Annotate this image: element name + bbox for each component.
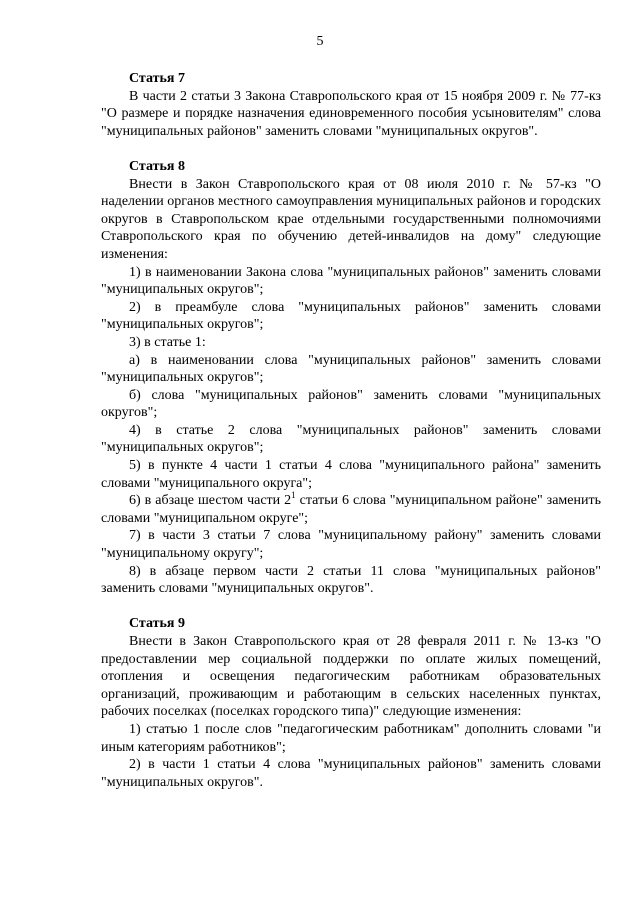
list-item: 8) в абзаце первом части 2 статьи 11 слова "муниципальных районов" заменить словами "муниципальных округов".: [101, 563, 601, 597]
article-heading: Статья 8: [129, 158, 185, 174]
article-8: [101, 158, 601, 598]
list-item: 2) в части 1 статьи 4 слова "муниципальных районов" заменить словами "муниципальных округов".: [101, 757, 601, 790]
list-item: 7) в части 3 статьи 7 слова "муниципальному району" заменить словами "муниципальному округу";: [101, 528, 601, 562]
document-body: [101, 70, 601, 791]
article-9: [101, 615, 601, 791]
article-paragraph: Внести в Закон Ставропольского края от 28 февраля 2011 г. № 13-кз "О предоставлении мер социальной поддержки по оплате жилых помещений, отопления и освещения педагогическим работникам образовательных организаций, проживающим и работающим в сельских населенных пунктах, рабочих поселках (поселках городского типа)" следующие изменения:: [101, 634, 601, 720]
article-paragraph: Внести в Закон Ставропольского края от 08 июля 2010 г. № 57-кз "О наделении органов местного самоуправления муниципальных районов и городских округов в Ставропольском крае отдельными государственными полномочиями Ставропольского края по обучению детей-инвалидов на дому" следующие изменения:: [101, 176, 601, 262]
list-subitem: а) в наименовании слова "муниципальных районов" заменить словами "муниципальных округов";: [101, 352, 601, 386]
superscript: 1: [291, 489, 296, 500]
list-item: 4) в статье 2 слова "муниципальных районов" заменить словами "муниципальных округов";: [101, 422, 601, 456]
article-heading: Статья 7: [129, 71, 185, 86]
article-paragraph: В части 2 статьи 3 Закона Ставропольского края от 15 ноября 2009 г. № 77-кз "О размере и порядке назначения единовременного пособия усыновителям" слова "муниципальных районов" заменить словами "муниципальных округов".: [101, 88, 601, 139]
list-item: 5) в пункте 4 части 1 статьи 4 слова "муниципального района" заменить словами "муниципального округа";: [101, 458, 601, 491]
list-item: 2) в преамбуле слова "муниципальных районов" заменить словами "муниципальных округов";: [101, 299, 601, 333]
list-subitem: б) слова "муниципальных районов" заменить словами "муниципальных округов";: [101, 387, 601, 421]
list-item: 1) статью 1 после слов "педагогическим работникам" дополнить словами "и иным категориям работников";: [101, 721, 601, 755]
item-text: 6) в абзаце шестом части 2: [129, 493, 292, 509]
item-text: статьи 6 слова "муниципальном районе" заменить словами "муниципальном округе";: [101, 493, 601, 526]
list-item: [101, 489, 601, 527]
article-heading: Статья 9: [129, 616, 185, 632]
list-item: 3) в статье 1:: [129, 334, 206, 350]
article-7: [101, 70, 601, 140]
list-item: 1) в наименовании Закона слова "муниципальных районов" заменить словами "муниципальных округов";: [101, 264, 601, 298]
page-number: 5: [316, 34, 324, 49]
